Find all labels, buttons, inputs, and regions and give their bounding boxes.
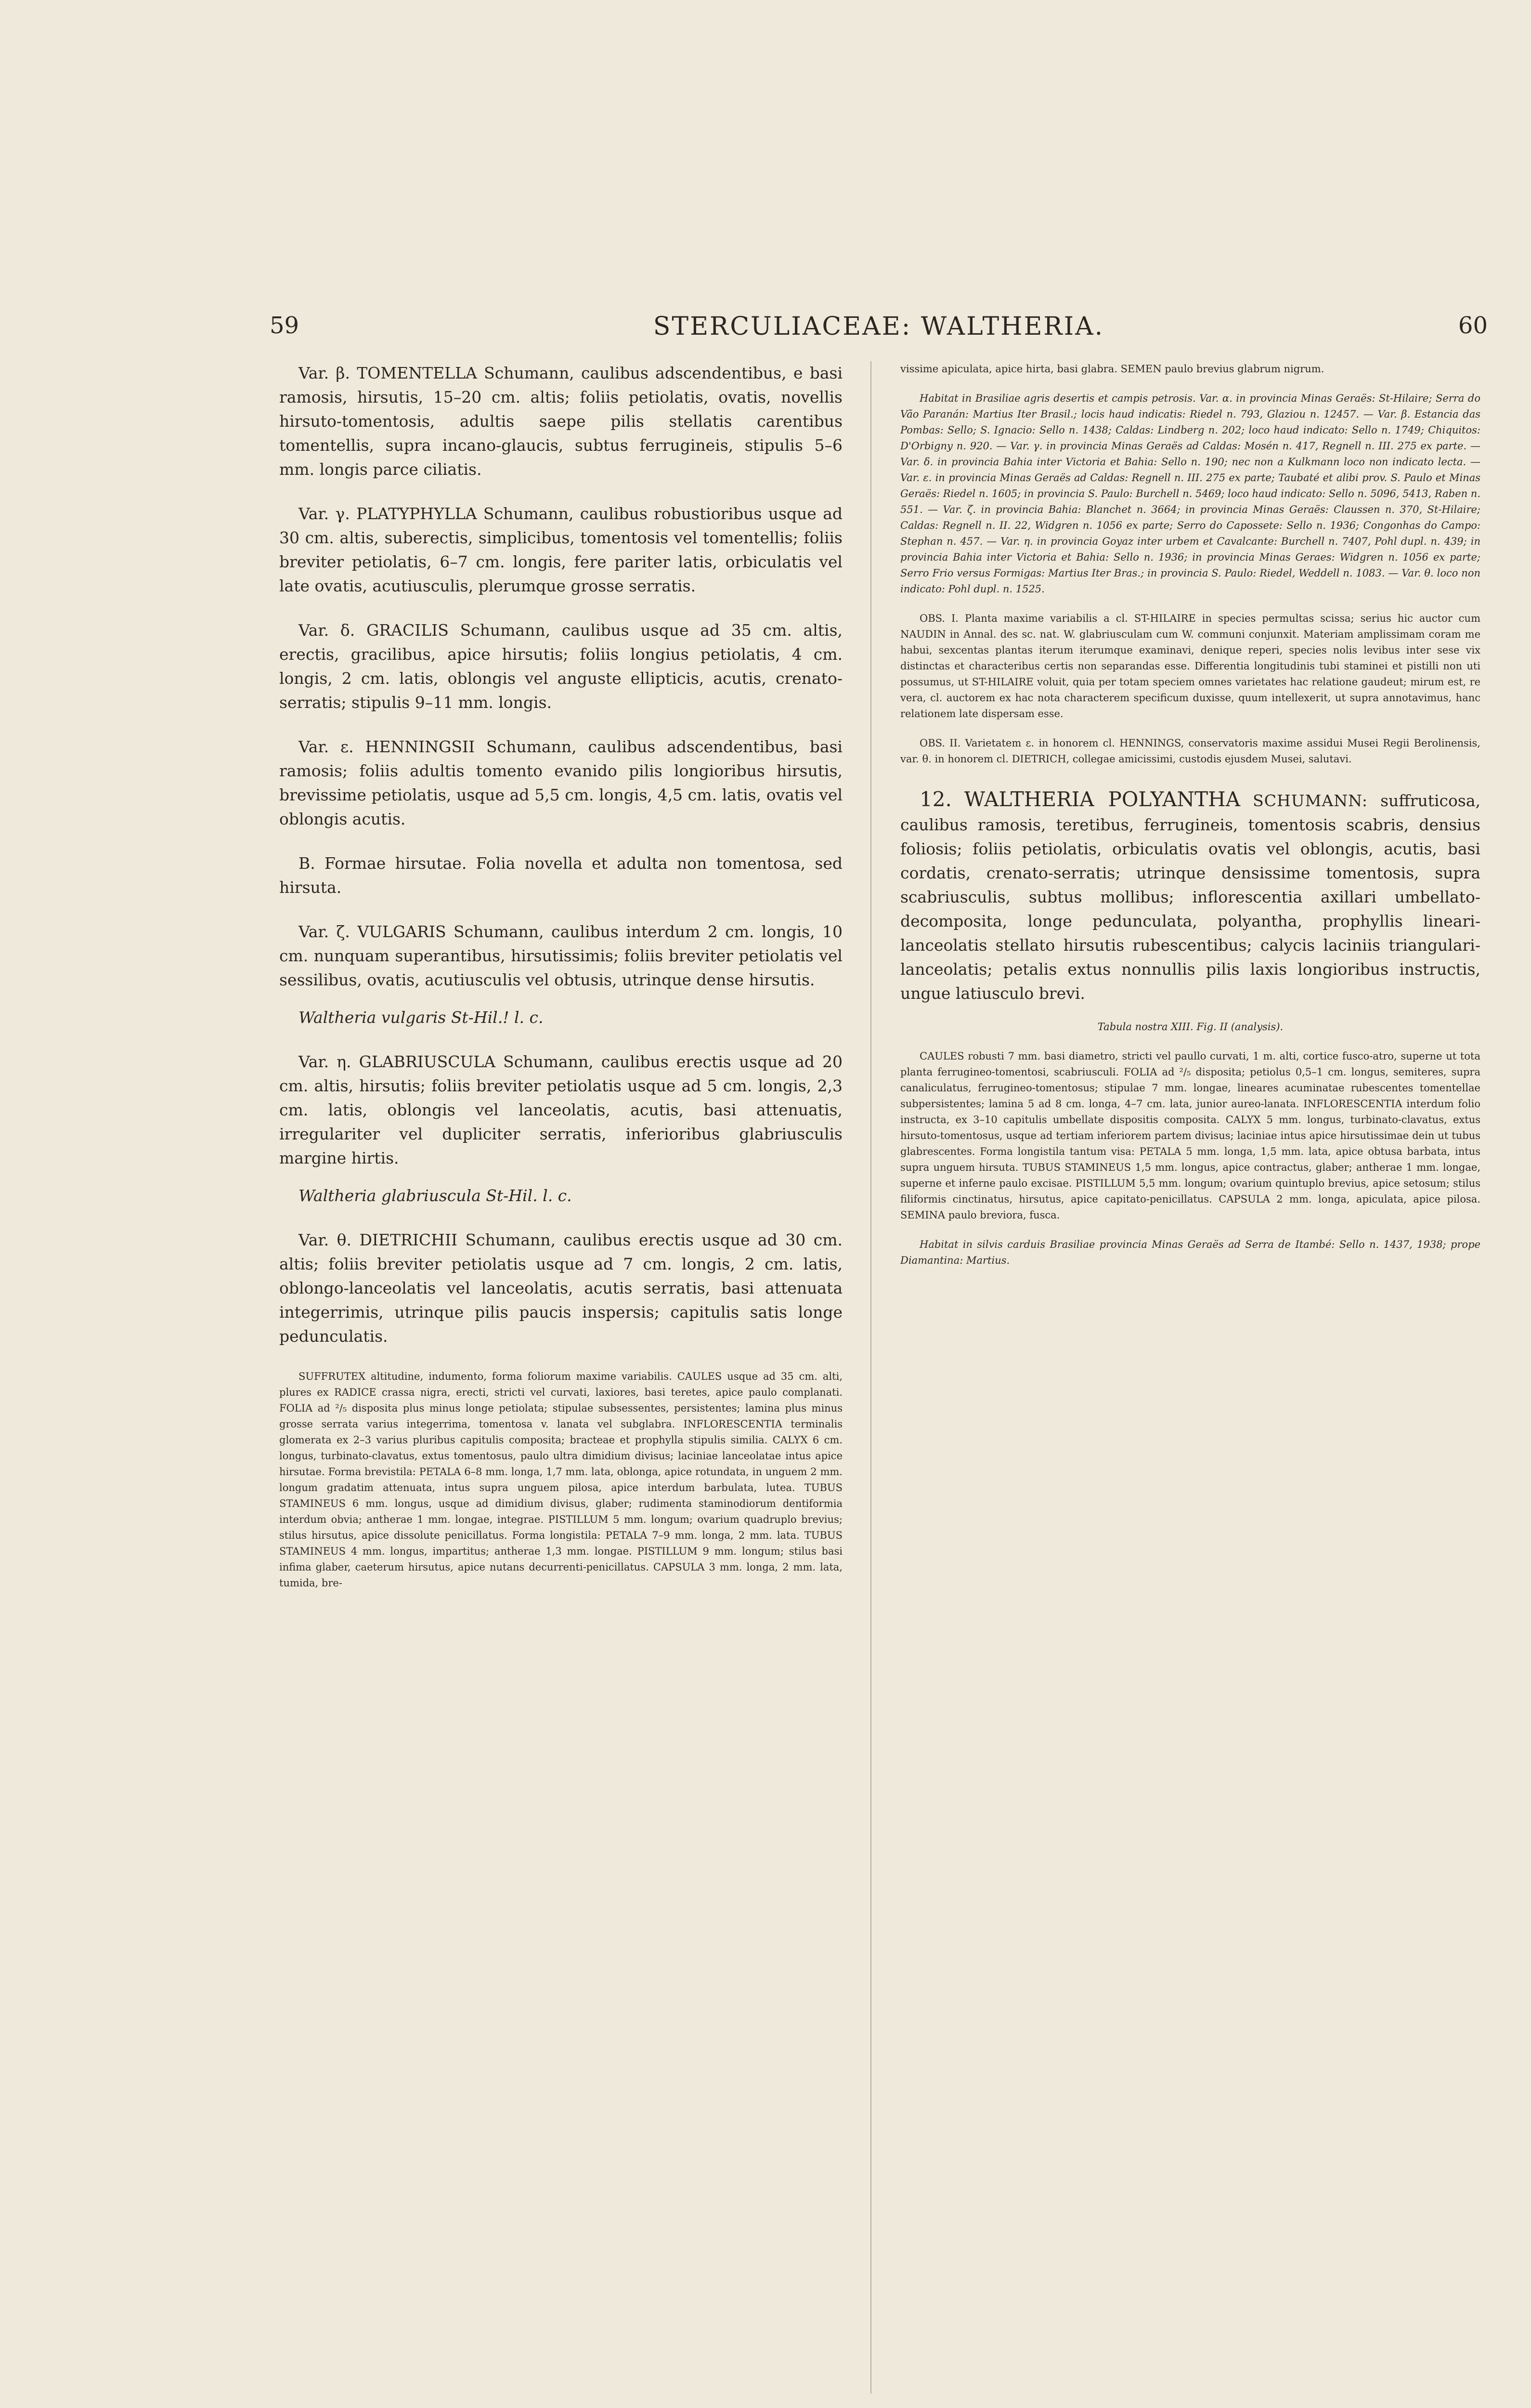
running-title: STERCULIACEAE: WALTHERIA. [653,312,1104,341]
column-divider [870,361,871,2394]
variety-vulgaris: Var. ζ. VULGARIS Schumann, caulibus interdum 2 cm. longis, 10 cm. nunquam superantibus, hirsutissimis; foliis breviter petiolatis vel sessilibus, ovatis, acutiusculis vel obtusis, utrinque dense hirsutis. [279,922,843,989]
variety-gracilis: Var. δ. GRACILIS Schumann, caulibus usque ad 35 cm. altis, erectis, gracilibus, apice hirsutis; foliis longius petiolatis, 4 cm. longis, 2 cm. latis, oblongis vel anguste ellipticis, acutis, crenato-serratis; stipulis 9–11 mm. longis. [279,621,843,712]
species-diagnosis [900,787,1480,1006]
forma-hirsutae: B. Formae hirsutae. Folia novella et adulta non tomentosa, sed hirsuta. [279,854,843,897]
variety-platyphylla: Var. γ. PLATYPHYLLA Schumann, caulibus robustioribus usque ad 30 cm. altis, suberectis, simplicibus, tomentosis vel tomentellis; foliis breviter petiolatis, 6–7 cm. longis, fere pariter latis, orbiculatis vel late ovatis, acutiusculis, plerumque grosse serratis. [279,504,843,595]
habitat-paragraph: Habitat in Brasiliae agris desertis et campis petrosis. Var. α. in provincia Minas Geraës: St-Hilaire; Serra do Vão Paranán: Martius Iter Brasil.; locis haud indicatis: Riedel n. 793, Glaziou n. 12457. — Var. β. Estancia das Pombas: Sello; S. Ignacio: Sello n. 1438; Caldas: Lindberg n. 202; loco haud indicato: Sello n. 1749; Chiquitos: D'Orbigny n. 920. — Var. γ. in provincia Minas Geraës ad Caldas: Mosén n. 417, Regnell n. III. 275 ex parte. — Var. δ. in provincia Bahia inter Victoria et Bahia: Sello n. 190; nec non a Kulkmann loco non indicato lecta. — Var. ε. in provincia Minas Geraës ad Caldas: Regnell n. III. 275 ex parte; Taubaté et alibi prov. S. Paulo et Minas Geraës: Riedel n. 1605; in provincia S. Paulo: Burchell n. 5469; loco haud indicato: Sello n. 5096, 5413, Raben n. 551. — Var. ζ. in provincia Bahia: Blanchet n. 3664; in provincia Minas Geraës: Claussen n. 370, St-Hilaire; Caldas: Regnell n. II. 22, Widgren n. 1056 ex parte; Serro do Capossete: Sello n. 1936; Congonhas do Campo: Stephan n. 457. — Var. η. in provincia Goyaz inter urbem et Cavalcante: Burchell n. 7407, Pohl dupl. n. 439; in provincia Bahia inter Victoria et Bahia: Sello n. 1936; in provincia Minas Geraes: Widgren n. 1056 ex parte; Serro Frio versus Formigas: Martius Iter Bras.; in provincia S. Paulo: Riedel, Weddell n. 1083. — Var. θ. loco non indicato: Pohl dupl. n. 1525. [900,393,1480,595]
synonym-vulgaris: Waltheria vulgaris St-Hil.! l. c. [298,1008,544,1027]
species-habitat: Habitat in silvis carduis Brasiliae provincia Minas Geraës ad Serra de Itambé: Sello n. 1437, 1938; prope Diamantina: Martius. [900,1239,1480,1266]
page-number-left: 59 [270,312,299,339]
species-diagnosis-text: suffruticosa, caulibus ramosis, teretibus, ferrugineis, tomentosis scabris, densius foliosis; foliis petiolatis, orbiculatis ovatis vel oblongis, acutis, basi cordatis, crenato-serratis; utrinque densissime tomentosis, supra scabriusculis, subtus mollibus; inflorescentia axillari umbellato-decomposita, longe pedunculata, polyantha, prophyllis lineari-lanceolatis stellato hirsutis rubescentibus; calycis laciniis triangulari-lanceolatis; petalis extus nonnullis pilis laxis longioribus instructis, ungue latiusculo brevi. [900,791,1480,1003]
description-paragraph: SUFFRUTEX altitudine, indumento, forma foliorum maxime variabilis. CAULES usque ad 35 cm. alti, plures ex RADICE crassa nigra, erecti, stricti vel curvati, laxiores, basi teretes, apice paulo complanati. FOLIA ad ²/₅ disposita plus minus longe petiolata; stipulae subsessentes, persistentes; lamina plus minus grosse serrata varius integerrima, tomentosa v. lanata vel subglabra. INFLORESCENTIA terminalis glomerata ex 2–3 varius pluribus capitulis composita; bracteae et prophylla stipulis similia. CALYX 6 cm. longus, turbinato-clavatus, extus tomentosus, paulo ultra dimidium divisus; laciniae lanceolatae intus apice hirsutae. Forma brevistila: PETALA 6–8 mm. longa, 1,7 mm. lata, oblonga, apice rotundata, in unguem 2 mm. longum gradatim attenuata, intus supra unguem pilosa, apice interdum barbulata, lutea. TUBUS STAMINEUS 6 mm. longus, usque ad dimidium divisus, glaber; rudimenta staminodiorum dentiformia interdum obvia; antherae 1 mm. longae, integrae. PISTILLUM 5 mm. longum; ovarium quadruplo brevius; stilus hirsutus, apice dissolute penicillatus. Forma longistila: PETALA 7–9 mm. longa, 2 mm. lata. TUBUS STAMINEUS 4 mm. longus, impartitus; antherae 1,3 mm. longae. PISTILLUM 9 mm. longum; stilus basi infima glaber, caeterum hirsutus, apice nutans decurrenti-penicillatus. CAPSULA 3 mm. longa, 2 mm. lata, tumida, bre- [279,1371,843,1589]
right-column [900,361,1480,2408]
variety-dietrichii: Var. θ. DIETRICHII Schumann, caulibus erectis usque ad 30 cm. altis; foliis breviter petiolatis usque ad 7 cm. longis, 2 cm. latis, oblongo-lanceolatis vel lanceolatis, acutis serratis, basi attenuata integerrimis, utrinque pilis paucis inspersis; capitulis satis longe pedunculatis. [279,1230,843,1346]
variety-tomentella: Var. β. TOMENTELLA Schumann, caulibus adscendentibus, e basi ramosis, hirsutis, 15–20 cm. altis; foliis petiolatis, ovatis, novellis hirsuto-tomentosis, adultis saepe pilis stellatis carentibus tomentellis, supra incano-glaucis, subtus ferrugineis, stipulis 5–6 mm. longis parce ciliatis. [279,364,843,479]
synonym-glabriuscula: Waltheria glabriuscula St-Hil. l. c. [298,1186,572,1205]
species-description: CAULES robusti 7 mm. basi diametro, stricti vel paullo curvati, 1 m. alti, cortice fusco-atro, superne ut tota planta ferrugineo-tomentosi, scabriusculi. FOLIA ad ²/₅ disposita; petiolus 0,5–1 cm. longus, semiteres, supra canaliculatus, ferrugineo-tomentosus; stipulae 7 mm. longae, lineares acuminatae rubescentes tomentellae subpersistentes; lamina 5 ad 8 cm. longa, 4–7 cm. lata, junior aureo-lanata. INFLORESCENTIA interdum folio instructa, ex 3–10 capitulis umbellate dispositis composita. CALYX 5 mm. longus, turbinato-clavatus, extus hirsuto-tomentosus, usque ad tertiam inferiorem partem divisus; laciniae intus apice hirsutissimae dein ut tubus glabrescentes. Forma longistila tantum visa: PETALA 5 mm. longa, 1,5 mm. lata, apice obtusa barbata, intus supra unguem hirsuta. TUBUS STAMINEUS 1,5 mm. longus, apice contractus, glaber; antherae 1 mm. longae, superne et inferne paulo excisae. PISTILLUM 5,5 mm. longum; ovarium quintuplo brevius, apice setosum; stilus filiformis cinctinatus, hirsutus, apice capitato-penicillatus. CAPSULA 2 mm. longa, apiculata, apice pilosa. SEMINA paulo breviora, fusca. [900,1050,1480,1221]
observation-one: OBS. I. Planta maxime variabilis a cl. ST-HILAIRE in species permultas scissa; serius hic auctor cum NAUDIN in Annal. des sc. nat. W. glabriusculam cum W. communi conjunxit. Materiam amplissimam coram me habui, sexcentas plantas iterum iterumque examinavi, denique reperi, species nolis levibus inter sese vix distinctas et characteribus certis non separandas esse. Differentia longitudinis tubi staminei et pistilli non uti possumus, ut ST-HILAIRE voluit, quia per totam speciem omnes varietates hac relatione gaudeut; mirum est, re vera, cl. auctorem ex hac nota characterem specificum duxisse, quum intellexerit, ut supra annotavimus, hanc relationem late dispersam esse. [900,613,1480,720]
observation-two: OBS. II. Varietatem ε. in honorem cl. HENNINGS, conservatoris maxime assidui Musei Regii Berolinensis, var. θ. in honorem cl. DIETRICH, collegae amicissimi, custodis ejusdem Musei, salutavi. [900,737,1480,765]
species-number: 12. [920,787,952,811]
variety-henningsii: Var. ε. HENNINGSII Schumann, caulibus adscendentibus, basi ramosis; foliis adultis tomento evanido pilis longioribus hirsutis, brevissime petiolatis, usque ad 5,5 cm. longis, 4,5 cm. latis, ovatis vel oblongis acutis. [279,737,843,828]
description-continuation: vissime apiculata, apice hirta, basi glabra. SEMEN paulo brevius glabrum nigrum. [900,363,1324,375]
variety-glabriuscula: Var. η. GLABRIUSCULA Schumann, caulibus erectis usque ad 20 cm. altis, hirsutis; foliis breviter petiolatis usque ad 5 cm. longis, 2,3 cm. latis, oblongis vel lanceolatis, acutis, basi attenuatis, irregulariter vel dupliciter serratis, inferioribus glabriusculis margine hirtis. [279,1052,843,1167]
running-header [270,312,1488,346]
species-name: WALTHERIA POLYANTHA [964,787,1241,811]
species-author: SCHUMANN: [1253,791,1368,810]
left-column [279,361,843,2408]
page-number-right: 60 [1458,312,1488,339]
plate-reference: Tabula nostra XIII. Fig. II (analysis). [1097,1021,1284,1033]
